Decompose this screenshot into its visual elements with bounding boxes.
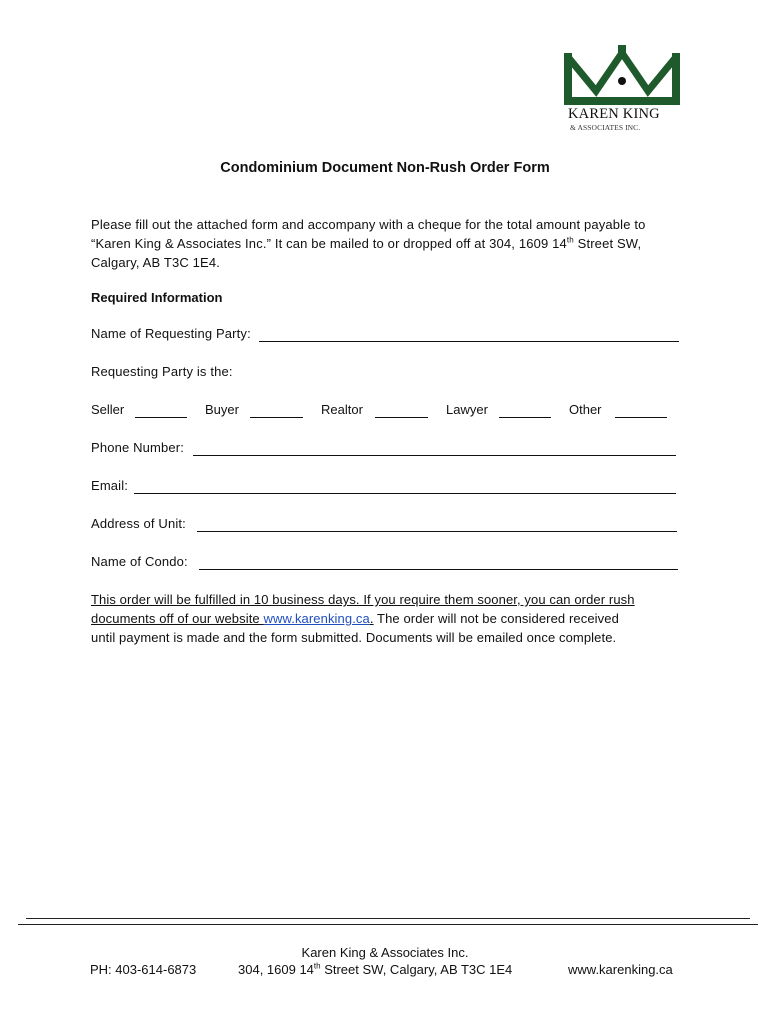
option-other[interactable]: Other [569, 402, 671, 422]
intro-line-3: Calgary, AB T3C 1E4. [91, 255, 220, 270]
condo-field[interactable] [91, 554, 681, 574]
footer-phone: PH: 403-614-6873 [90, 962, 197, 977]
crown-house-icon [564, 45, 682, 107]
option-realtor-line[interactable] [375, 417, 428, 418]
condo-line[interactable] [199, 569, 678, 570]
requesting-party-name-label: Name of Requesting Party: [91, 326, 251, 341]
option-seller-line[interactable] [135, 417, 187, 418]
option-buyer-line[interactable] [250, 417, 303, 418]
logo-subtitle: & ASSOCIATES INC. [570, 123, 641, 132]
footer-divider-top [26, 918, 750, 919]
required-info-heading: Required Information [91, 290, 223, 305]
address-line[interactable] [197, 531, 677, 532]
notice-line-2: documents off of our website www.karenking.ca. The order will not be considered received [91, 611, 619, 626]
footer-website[interactable]: www.karenking.ca [568, 962, 673, 977]
intro-line-2: “Karen King & Associates Inc.” It can be mailed to or dropped off at 304, 1609 14th Street SW, [91, 235, 642, 251]
footer-company-name: Karen King & Associates Inc. [301, 945, 469, 960]
phone-label: Phone Number: [91, 440, 185, 455]
address-label: Address of Unit: [91, 516, 186, 531]
option-other-line[interactable] [615, 417, 667, 418]
page-title: Condominium Document Non-Rush Order Form [220, 160, 550, 176]
option-seller[interactable]: Seller [91, 402, 191, 422]
option-buyer[interactable]: Buyer [205, 402, 305, 422]
email-field[interactable] [91, 478, 679, 498]
intro-paragraph [91, 215, 691, 272]
footer-divider-bottom [18, 924, 758, 925]
requesting-party-name-line[interactable] [259, 341, 679, 342]
intro-line-1: Please fill out the attached form and accompany with a cheque for the total amount payable to [91, 217, 646, 232]
notice-paragraph [91, 590, 691, 647]
requesting-party-name-field[interactable] [91, 326, 681, 346]
footer-address: 304, 1609 14th Street SW, Calgary, AB T3C 1E4 [238, 961, 513, 977]
option-realtor[interactable]: Realtor [321, 402, 431, 422]
condo-label: Name of Condo: [91, 554, 188, 569]
phone-line[interactable] [193, 455, 676, 456]
notice-line-1: This order will be fulfilled in 10 business days. If you require them sooner, you can order rush [91, 592, 635, 607]
notice-line-3: until payment is made and the form submitted. Documents will be emailed once complete. [91, 630, 617, 645]
company-logo [560, 45, 685, 135]
requesting-party-type-label: Requesting Party is the: [91, 364, 233, 379]
website-link[interactable]: www.karenking.ca [263, 611, 370, 626]
email-label: Email: [91, 478, 129, 493]
option-lawyer-line[interactable] [499, 417, 551, 418]
address-field[interactable] [91, 516, 681, 536]
option-lawyer[interactable]: Lawyer [446, 402, 556, 422]
phone-field[interactable] [91, 440, 679, 460]
email-line[interactable] [134, 493, 676, 494]
logo-wordmark: KAREN KING [568, 106, 660, 122]
